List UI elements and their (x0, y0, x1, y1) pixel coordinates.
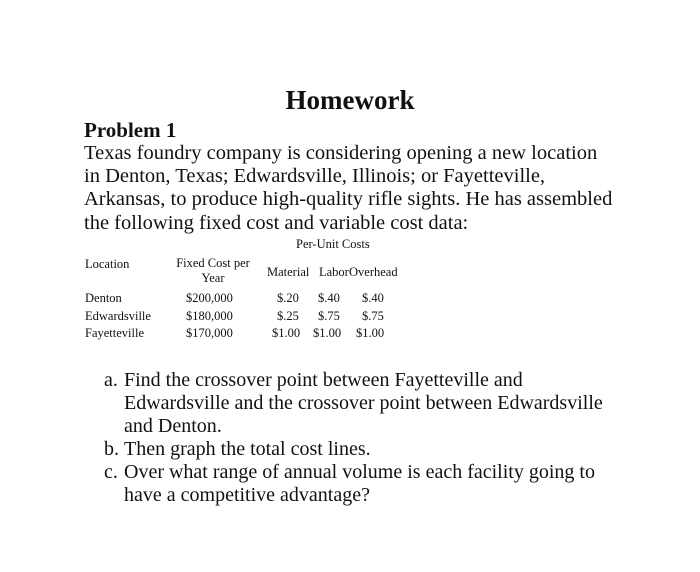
table-cell-labor: $.75 (318, 309, 340, 323)
paragraph-line: Texas foundry company is considering opening a new location (84, 142, 598, 164)
problem-description (84, 142, 644, 235)
paragraph-line: the following fixed cost and variable cost data: (84, 211, 469, 234)
page-title: Homework (285, 85, 415, 115)
table-cell-location: Edwardsville (85, 309, 151, 323)
table-cell-labor: $1.00 (313, 326, 342, 340)
question-item (104, 438, 664, 461)
question-line: and Denton. (124, 415, 222, 437)
table-cell-location: Fayetteville (85, 326, 145, 340)
header-fixed-cost: Fixed Cost per Year (176, 256, 250, 285)
table-cell-material: $.25 (277, 309, 299, 323)
question-item (104, 369, 664, 438)
problem-heading: Problem 1 (84, 118, 177, 142)
header-material: Material (267, 265, 310, 279)
table-cell-labor: $.40 (318, 291, 340, 305)
table-cell-overhead: $.40 (362, 291, 384, 305)
paragraph-line: Arkansas, to produce high-quality rifle sights. He has assembled (84, 188, 613, 211)
question-line: Edwardsville and the crossover point between Edwardsville (124, 392, 603, 414)
table-cell-overhead: $.75 (362, 309, 384, 323)
paragraph-line: in Denton, Texas; Edwardsville, Illinois; or Fayetteville, (84, 165, 546, 188)
header-location: Location (85, 257, 130, 271)
per-unit-costs-header: Per-Unit Costs (296, 237, 370, 251)
table-cell-fixed-cost: $200,000 (186, 291, 233, 305)
question-marker: c. (104, 461, 118, 483)
question-list (104, 369, 664, 507)
table-cell-location: Denton (85, 291, 122, 305)
question-line: have a competitive advantage? (124, 484, 370, 506)
table-cell-fixed-cost: $170,000 (186, 326, 233, 340)
header-labor: Labor (319, 265, 349, 279)
table-cell-material: $1.00 (272, 326, 301, 340)
question-marker: b. (104, 438, 119, 460)
table-cell-material: $.20 (277, 291, 299, 305)
question-line: Over what range of annual volume is each facility going to (124, 461, 595, 483)
header-overhead: Overhead (349, 265, 398, 279)
table-cell-overhead: $1.00 (356, 326, 385, 340)
question-marker: a. (104, 369, 118, 391)
table-cell-fixed-cost: $180,000 (186, 309, 233, 323)
question-line: Then graph the total cost lines. (124, 438, 371, 460)
question-line: Find the crossover point between Fayetteville and (124, 369, 523, 391)
question-item (104, 461, 664, 507)
